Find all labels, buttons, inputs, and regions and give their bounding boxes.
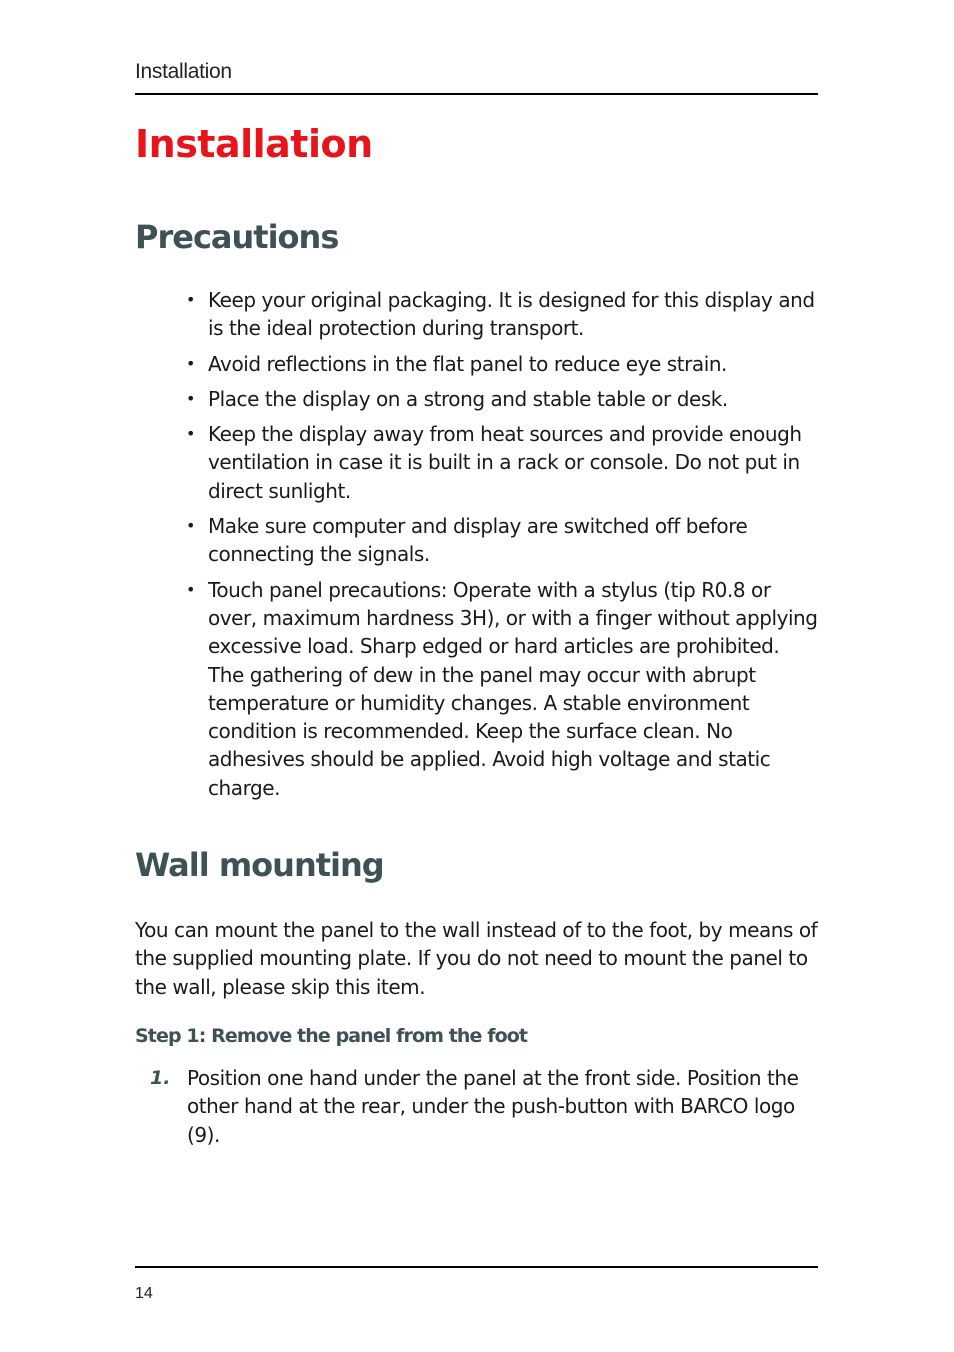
list-item bbox=[186, 286, 820, 343]
step-text: Position one hand under the panel at the front side. Position the other hand at the rear, under the push-button with BARCO logo (9). bbox=[187, 1066, 799, 1147]
bullet-dot-icon: • bbox=[186, 579, 195, 599]
precautions-list bbox=[186, 286, 820, 809]
list-item-text: Touch panel precautions: Operate with a stylus (tip R0.8 or over, maximum hardness 3H), or with a finger without applying excessive load. Sharp edged or hard articles are prohibited. The gathering of dew in the panel may occur with abrupt temperature or humidity changes. A stable environment condition is recommended. Keep the surface clean. No adhesives should be applied. Avoid high voltage and static charge. bbox=[208, 577, 818, 800]
bullet-dot-icon: • bbox=[186, 516, 195, 536]
footer-rule bbox=[135, 1266, 818, 1268]
page-number: 14 bbox=[135, 1285, 153, 1302]
bullet-dot-icon: • bbox=[186, 388, 195, 408]
list-item bbox=[186, 576, 820, 802]
header-rule bbox=[135, 93, 818, 95]
bullet-dot-icon: • bbox=[186, 290, 195, 309]
list-item-text: Place the display on a strong and stable table or desk. bbox=[208, 386, 728, 411]
wall-mounting-intro: You can mount the panel to the wall instead of to the foot, by means of the supplied mounting plate. If you do not need to mount the panel to the wall, please skip this item. bbox=[135, 918, 818, 999]
list-item-text: Make sure computer and display are switched off before connecting the signals. bbox=[208, 514, 748, 567]
running-header: Installation bbox=[135, 60, 232, 83]
list-item bbox=[186, 512, 820, 569]
list-item-text: Keep your original packaging. It is designed for this display and is the ideal protection during transport. bbox=[208, 288, 815, 341]
bullet-dot-icon: • bbox=[186, 353, 195, 373]
step-heading: Step 1: Remove the panel from the foot bbox=[135, 1025, 528, 1047]
step-item bbox=[135, 1064, 820, 1149]
list-item bbox=[186, 350, 820, 378]
precautions-heading: Precautions bbox=[135, 218, 339, 256]
step-number: 1. bbox=[150, 1067, 171, 1089]
chapter-title: Installation bbox=[135, 122, 373, 166]
list-item-text: Avoid reflections in the flat panel to reduce eye strain. bbox=[208, 351, 727, 376]
list-item-text: Keep the display away from heat sources and provide enough ventilation in case it is built in a rack or console. Do not put in direct sunlight. bbox=[208, 422, 802, 503]
wall-mounting-heading: Wall mounting bbox=[135, 846, 384, 884]
bullet-dot-icon: • bbox=[186, 424, 195, 444]
list-item bbox=[186, 385, 820, 413]
list-item bbox=[186, 420, 820, 505]
